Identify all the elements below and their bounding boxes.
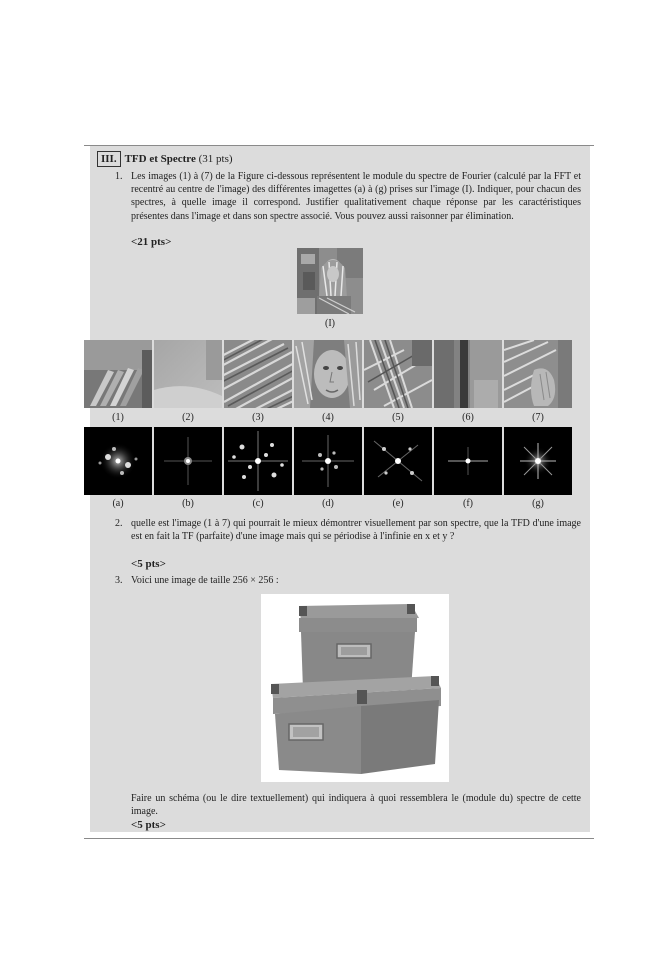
imagette-3 (224, 340, 292, 408)
section-number: III. (97, 151, 121, 167)
main-image-art (297, 248, 363, 314)
spectrum-g (504, 427, 572, 495)
spectrum-c-art (224, 427, 292, 495)
spectrum-c (224, 427, 292, 495)
caption-4: (4) (322, 412, 334, 423)
spectrum-a-art (84, 427, 152, 495)
caption-6: (6) (462, 412, 474, 423)
imagette-6 (434, 340, 502, 408)
spectrum-b (154, 427, 222, 495)
imagette-2 (154, 340, 222, 408)
imagette-2-art (154, 340, 222, 408)
q3-followup: Faire un schéma (ou le dire textuellement) qui indiquera à quoi ressemblera le (module du) spectre de cette image. (131, 793, 581, 818)
caption-1: (1) (112, 412, 124, 423)
q3-points: <5 pts> (131, 819, 166, 831)
boxes-image (261, 594, 449, 782)
caption-e: (e) (392, 498, 404, 509)
caption-5: (5) (392, 412, 404, 423)
imagette-4 (294, 340, 362, 408)
caption-3: (3) (252, 412, 264, 423)
spectrum-d (294, 427, 362, 495)
spectrum-b-art (154, 427, 222, 495)
imagette-6-art (434, 340, 502, 408)
spectrum-g-art (504, 427, 572, 495)
caption-7: (7) (532, 412, 544, 423)
q2-text: quelle est l'image (1 à 7) qui pourrait le mieux démontrer visuellement par son spectre, que la TFD d'une image est en fait la TF (parfaite) d'une image mais qui se périodise à l'infinie en x et y ? (131, 518, 581, 543)
q3-number: 3. (115, 575, 123, 586)
spectrum-f (434, 427, 502, 495)
bottom-rule (84, 838, 594, 839)
q2-points: <5 pts> (131, 558, 166, 570)
imagette-1 (84, 340, 152, 408)
caption-b: (b) (182, 498, 194, 509)
main-image-caption: (I) (325, 318, 335, 329)
imagette-4-art (294, 340, 362, 408)
spectrum-a (84, 427, 152, 495)
caption-d: (d) (322, 498, 334, 509)
spectrum-e-art (364, 427, 432, 495)
caption-2: (2) (182, 412, 194, 423)
q1-number: 1. (115, 171, 123, 182)
imagette-5 (364, 340, 432, 408)
imagette-7 (504, 340, 572, 408)
caption-g: (g) (532, 498, 544, 509)
caption-a: (a) (112, 498, 124, 509)
imagette-3-art (224, 340, 292, 408)
caption-f: (f) (463, 498, 473, 509)
q1-points: <21 pts> (131, 236, 172, 248)
section-title: TFD et Spectre (124, 153, 196, 165)
q1-text: Les images (1) à (7) de la Figure ci-dessous représentent le module du spectre de Fourier (calculé par la FFT et recentré au centre de l'image) des différentes imagettes (a) à (g) prises sur l'image (I). Indiquer, pour chacun des spectres, à quelle image il correspond. Justifier qualitativement chaque réponse par les caractéristiques présentes dans l'image et dans son spectre associé. Vous pouvez aussi raisonner par élimination. (131, 171, 581, 222)
imagette-7-art (504, 340, 572, 408)
q3-text: Voici une image de taille 256 × 256 : (131, 575, 279, 586)
spectrum-d-art (294, 427, 362, 495)
caption-c: (c) (252, 498, 264, 509)
q2-number: 2. (115, 518, 123, 529)
spectrum-f-art (434, 427, 502, 495)
spectrum-e (364, 427, 432, 495)
imagette-1-art (84, 340, 152, 408)
section-heading (97, 151, 233, 167)
main-image-barbara (297, 248, 363, 314)
boxes-image-art (261, 594, 449, 782)
section-points: (31 pts) (198, 153, 233, 165)
imagette-5-art (364, 340, 432, 408)
